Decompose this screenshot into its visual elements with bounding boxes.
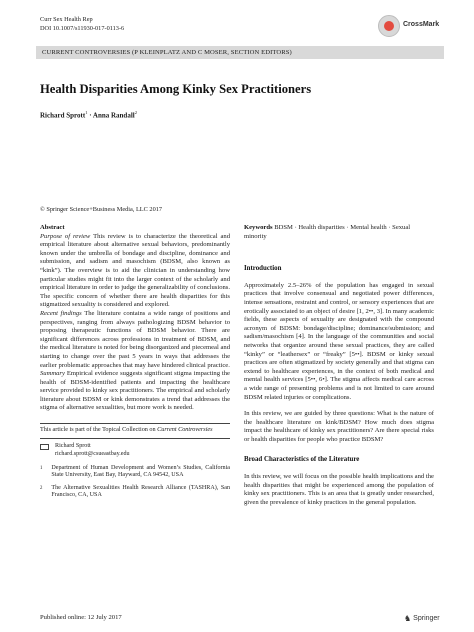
correspondence bbox=[40, 443, 230, 458]
purpose-label: Purpose of review bbox=[40, 232, 91, 240]
abstract-purpose bbox=[40, 233, 230, 310]
journal-header bbox=[40, 16, 124, 33]
right-column bbox=[244, 224, 434, 507]
abstract-summary bbox=[40, 370, 230, 413]
purpose-text: This review is to characterize the theoretical and empirical literature about alternative sexual behaviors, predominantly known under the umbrella of bondage and discipline, dominance and submission, and sadism and masochism (BDSM, also known as “kink”). The overview is to aid the clinician in understanding how particular studies might fit into the larger context of the scholarly and empirical literature in order to judge the generalizability of conclusions. The specific concern of whether there are health disparities for this stigmatized sexuality is considered and explored. bbox=[40, 232, 231, 309]
summary-text: Empirical evidence suggests significant stigma impacting the health of BDSM-identified patients and impacting the healthcare service provided to kinky sex practitioners. The empirical and scholarly literature about BDSM or kink demonstrates a trend that addresses the stigma of alternative sexualities, but more work is needed. bbox=[40, 370, 230, 412]
abstract-findings bbox=[40, 310, 230, 370]
keywords bbox=[244, 224, 434, 241]
collection-note bbox=[40, 426, 230, 434]
summary-label: Summary bbox=[40, 370, 65, 378]
findings-label: Recent findings bbox=[40, 309, 82, 317]
correspondence-email[interactable]: richard.sprott@csueastbay.edu bbox=[55, 451, 130, 458]
author-affiliation-marker: 2 bbox=[134, 110, 137, 115]
affiliation-number: 1 bbox=[40, 465, 43, 471]
author-name[interactable]: Richard Sprott bbox=[40, 111, 86, 120]
affiliation-number: 2 bbox=[40, 485, 43, 491]
author-name[interactable]: Anna Randall bbox=[92, 111, 135, 120]
crossmark-icon bbox=[378, 15, 400, 37]
introduction-paragraph: Approximately 2.5–26% of the population has engaged in sexual practices that involve consensual and negotiated power differences, intense sensations, restraint and control, or sensory experiences that are erotically associated to an object of desire [1, 2••, 3]. In many academic fields, these aspects of sexuality are designated with the compound acronym of BDSM: bondage/discipline; dominance/submission; and sadism/masochism [4]. In the language of the communities and social networks that organize around these sexual practices, they are called “kinky” or “leathersex” or “freaky” [5••]. BDSM or kinky sexual practices are often stigmatized by society generally and that stigma can extend to healthcare experiences, in the context of both medical and mental health services [5••, 6•]. The stigma affects medical care across a wide range of presenting problems and is not limited to care around BDSM related injuries or complications. bbox=[244, 281, 434, 401]
crossmark-badge[interactable] bbox=[378, 14, 444, 40]
affiliation-text: Department of Human Development and Women’s Studies, California State University, East Bay, Hayward, CA 94542, USA bbox=[51, 464, 230, 479]
affiliation bbox=[40, 465, 230, 480]
published-date: Published online: 12 July 2017 bbox=[40, 614, 122, 621]
crossmark-label: CrossMark bbox=[403, 21, 440, 28]
author-list bbox=[40, 110, 137, 119]
broad-characteristics-heading: Broad Characteristics of the Literature bbox=[244, 456, 360, 464]
left-column bbox=[40, 224, 230, 500]
introduction-paragraph: In this review, we are guided by three questions: What is the nature of the healthcare literature on kink/BDSM? How much does stigma impact the healthcare of kinky sex practitioners? Are there special risks or health disparities for people who practice BDSM? bbox=[244, 410, 434, 443]
abstract-heading: Abstract bbox=[40, 224, 65, 231]
affiliation bbox=[40, 485, 230, 500]
author-affiliation-marker: 1 bbox=[85, 110, 88, 115]
affiliation-text: The Alternative Sexualities Health Research Alliance (TASHRA), San Francisco, CA, USA bbox=[51, 484, 230, 499]
keywords-label: Keywords bbox=[244, 224, 273, 231]
springer-horse-icon: ♞ bbox=[404, 614, 412, 623]
journal-name: Curr Sex Health Rep bbox=[40, 16, 93, 23]
divider bbox=[40, 423, 230, 424]
divider bbox=[40, 438, 230, 439]
keywords-text: BDSM · Health disparities · Mental health · Sexual minority bbox=[244, 224, 411, 240]
correspondence-name: Richard Sprott bbox=[55, 443, 91, 450]
doi[interactable]: DOI 10.1007/s11930-017-0113-6 bbox=[40, 24, 125, 32]
section-banner: CURRENT CONTROVERSIES (P KLEINPLATZ AND C MOSER, SECTION EDITORS) bbox=[36, 46, 444, 59]
copyright: © Springer Science+Business Media, LLC 2017 bbox=[40, 206, 163, 213]
envelope-icon bbox=[40, 444, 49, 450]
collection-prefix: This article is part of the Topical Collection on bbox=[40, 425, 158, 433]
broad-characteristics-paragraph: In this review, we will focus on the possible health implications and the health disparities that might be experienced among the population of kinky sex practitioners. This is an area that is greatly under researched, given the prevalence of kinky practices in the general population. bbox=[244, 473, 434, 506]
publisher-name: Springer bbox=[413, 615, 440, 622]
author-separator: · bbox=[87, 111, 93, 120]
article-title: Health Disparities Among Kinky Sex Practitioners bbox=[40, 82, 312, 96]
collection-link[interactable]: Current Controversies bbox=[157, 425, 213, 433]
findings-text: The literature contains a wide range of positions and perspectives, ranging from always pathologizing BDSM behavior to proposing therapeutic functions of BDSM behavior. There are significant differences across professions in treatment of BDSM, and the medical literature is noted for being disorganized and piecemeal and starting to change over the past 5 years in ways that addresses the earlier problematic approaches that may have hindered clinical practice. bbox=[40, 309, 230, 369]
introduction-heading: Introduction bbox=[244, 265, 282, 273]
publisher-logo bbox=[404, 614, 440, 623]
